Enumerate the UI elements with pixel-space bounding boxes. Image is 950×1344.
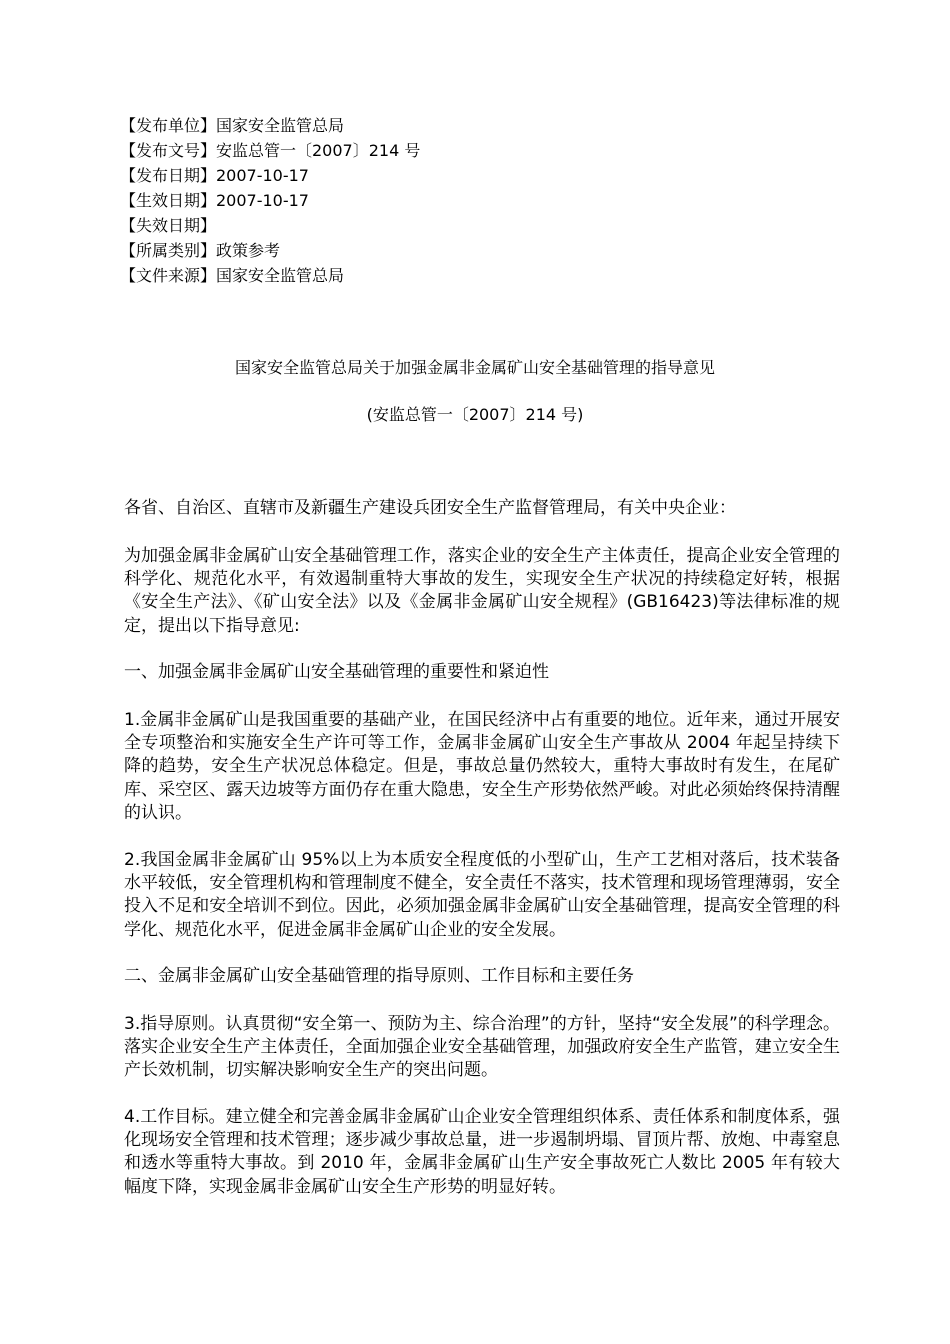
paragraph-2: 2.我国金属非金属矿山 95%以上为本质安全程度低的小型矿山，生产工艺相对落后，技术装备水平较低，安全管理机构和管理制度不健全，安全责任不落实，技术管理和现场管理薄弱，安全投入不足和安全培训不到位。因此，必须加强金属非金属矿山安全基础管理，提高安全管理的科学化、规范化水平，促进金属非金属矿山企业的安全发展。 (124, 850, 840, 940)
salutation: 各省、自治区、直辖市及新疆生产建设兵团安全生产监督管理局，有关中央企业： (124, 498, 736, 518)
meta-expiry-date: 【失效日期】 (120, 216, 217, 235)
meta-source: 【文件来源】国家安全监管总局 (120, 266, 345, 285)
meta-doc-number: 【发布文号】安监总管一〔2007〕214 号 (120, 141, 421, 160)
paragraph-4: 4.工作目标。建立健全和完善金属非金属矿山企业安全管理组织体系、责任体系和制度体系，强化现场安全管理和技术管理；逐步减少事故总量，进一步遏制坍塌、冒顶片帮、放炮、中毒窒息和透水等重特大事故。到 2010 年，金属非金属矿山生产安全事故死亡人数比 2005 年有较大幅度下降，实现金属非金属矿山安全生产形势的明显好转。 (124, 1107, 840, 1197)
section-heading-1: 一、加强金属非金属矿山安全基础管理的重要性和紧迫性 (124, 662, 549, 682)
section-heading-2: 二、金属非金属矿山安全基础管理的指导原则、工作目标和主要任务 (124, 966, 634, 986)
document-metadata (120, 113, 820, 288)
paragraph-3: 3.指导原则。认真贯彻“安全第一、预防为主、综合治理”的方针，坚持“安全发展”的科学理念。落实企业安全生产主体责任，全面加强企业安全基础管理，加强政府安全生产监管，建立安全生产长效机制，切实解决影响安全生产的突出问题。 (124, 1014, 840, 1081)
meta-effective-date: 【生效日期】2007-10-17 (120, 191, 309, 210)
meta-category: 【所属类别】政策参考 (120, 241, 281, 260)
document-title: 国家安全监管总局关于加强金属非金属矿山安全基础管理的指导意见 (234, 358, 715, 377)
document-subtitle: (安监总管一〔2007〕214 号) (366, 405, 584, 424)
intro-paragraph: 为加强金属非金属矿山安全基础管理工作，落实企业的安全生产主体责任，提高企业安全管理的科学化、规范化水平，有效遏制重特大事故的发生，实现安全生产状况的持续稳定好转，根据《安全生产法》、《矿山安全法》以及《金属非金属矿山安全规程》(GB16423)等法律标准的规定，提出以下指导意见: (124, 546, 840, 636)
paragraph-1: 1.金属非金属矿山是我国重要的基础产业，在国民经济中占有重要的地位。近年来，通过开展安全专项整治和实施安全生产许可等工作，金属非金属矿山安全生产事故从 2004 年起呈持续下降的趋势，安全生产状况总体稳定。但是，事故总量仍然较大，重特大事故时有发生，在尾矿库、采空区、露天边坡等方面仍存在重大隐患，安全生产形势依然严峻。对此必须始终保持清醒的认识。 (124, 710, 840, 823)
meta-issue-date: 【发布日期】2007-10-17 (120, 166, 309, 185)
meta-issuer: 【发布单位】国家安全监管总局 (120, 116, 345, 135)
